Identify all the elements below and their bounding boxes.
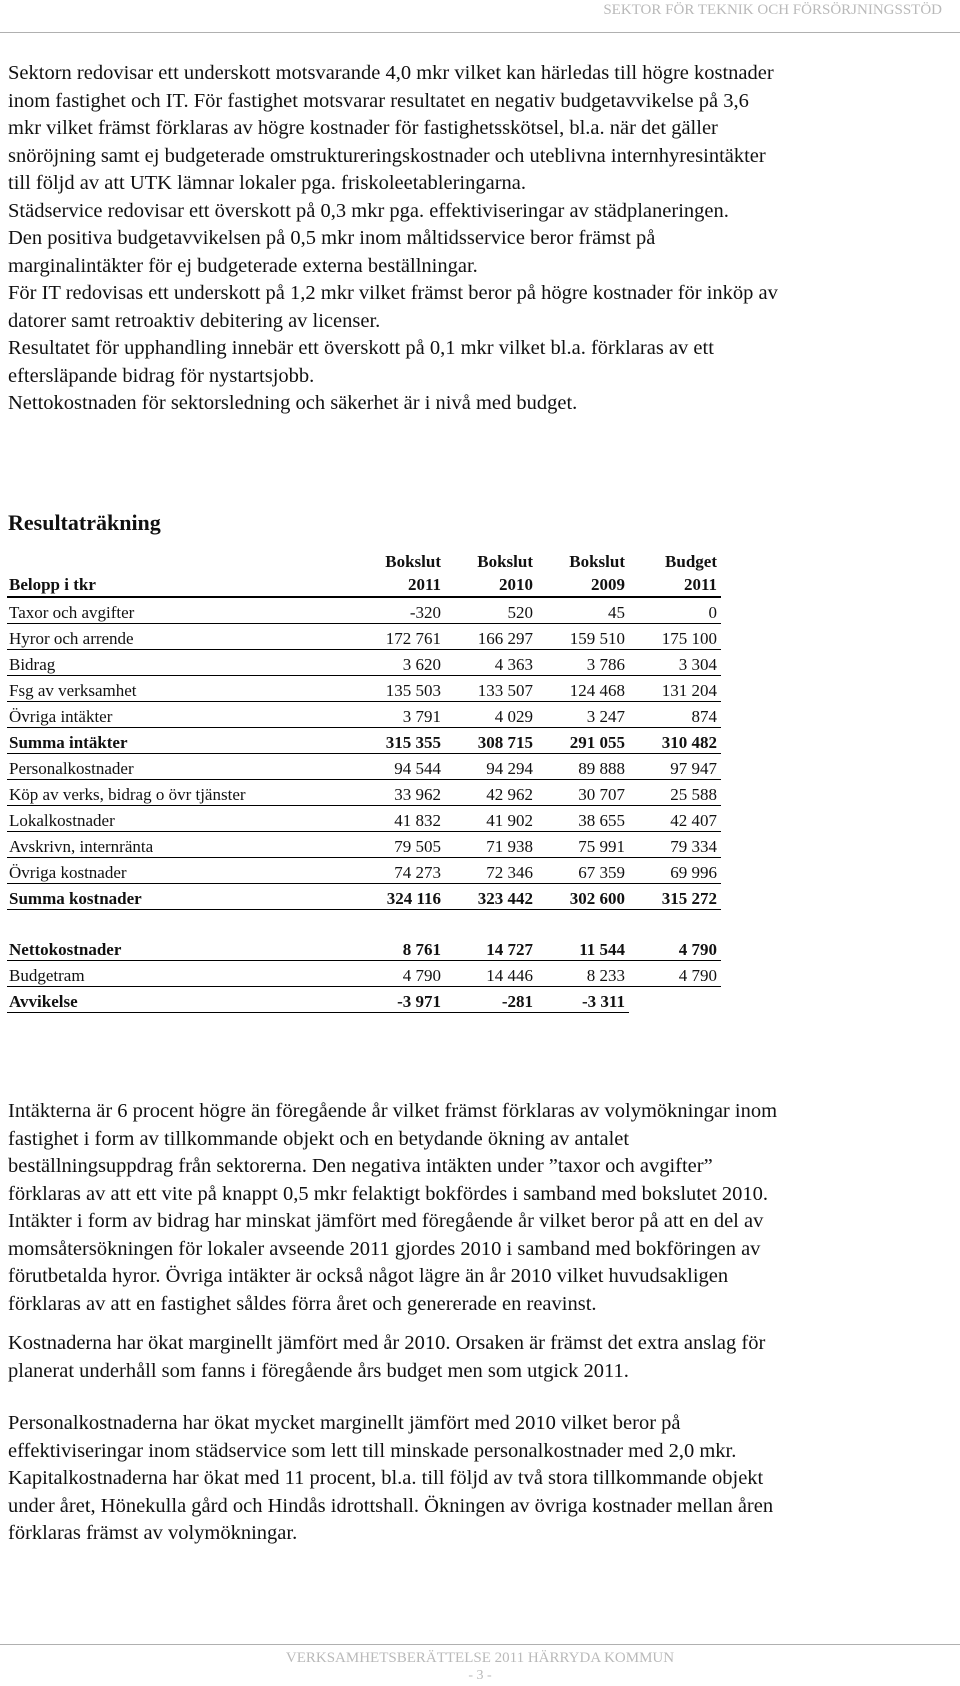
row-label: Summa kostnader [7, 884, 353, 910]
table-row [7, 754, 721, 780]
text-line: Intäkterna är 6 procent högre än föregående år vilket främst förklaras av volymökningar inom [8, 1100, 778, 1122]
table-row [7, 624, 721, 650]
header-col-1: Bokslut 2011 [353, 550, 445, 597]
text-line: förutbetalda hyror. Övriga intäkter är också något lägre än år 2010 vilket huvudsakligen [8, 1265, 729, 1287]
row-value: 315 355 [353, 728, 445, 754]
row-value: 14 727 [445, 935, 537, 961]
table-row [7, 728, 721, 754]
row-value: 159 510 [537, 624, 629, 650]
row-value: 0 [629, 597, 721, 624]
row-value: -3 311 [537, 987, 629, 1013]
text-line: planerat underhåll som fanns i föregående års budget men som utgick 2011. [8, 1359, 629, 1382]
row-value: 291 055 [537, 728, 629, 754]
row-value: 135 503 [353, 676, 445, 702]
header-label: Belopp i tkr [7, 550, 353, 597]
row-label: Fsg av verksamhet [7, 676, 353, 702]
row-value: 4 790 [629, 961, 721, 987]
row-value: 94 294 [445, 754, 537, 780]
row-value: 8 233 [537, 961, 629, 987]
row-value: 38 655 [537, 806, 629, 832]
text-line: förklaras av att ett vite på knappt 0,5 mkr felaktigt bokfördes i samband med bokslutet 2010. [8, 1182, 769, 1205]
row-value: 323 442 [445, 884, 537, 910]
row-value: -320 [353, 597, 445, 624]
row-label: Övriga kostnader [7, 858, 353, 884]
table-row [7, 961, 721, 987]
table-row [7, 676, 721, 702]
row-label: Nettokostnader [7, 935, 353, 961]
section-title: Resultaträkning [8, 510, 161, 535]
footer-text: VERKSAMHETSBERÄTTELSE 2011 HÄRRYDA KOMMUN [285, 1650, 675, 1666]
table-row [7, 702, 721, 728]
analysis-paragraph-income [8, 1098, 956, 1318]
table-row [7, 987, 721, 1013]
row-value: 41 902 [445, 806, 537, 832]
row-value: 69 996 [629, 858, 721, 884]
text-line: effektiviseringar inom städservice som lett till minskade personalkostnader med 2,0 mkr. [8, 1439, 737, 1462]
text-line: förklaras av att en fastighet såldes förra året och genererade en reavinst. [8, 1292, 597, 1315]
table-row [7, 832, 721, 858]
text-line: Städservice redovisar ett överskott på 0,3 mkr pga. effektiviseringar av städplaneringen. [8, 199, 729, 222]
row-label: Bidrag [7, 650, 353, 676]
header-col-4: Budget 2011 [629, 550, 721, 597]
row-value: 175 100 [629, 624, 721, 650]
table-row [7, 806, 721, 832]
row-value: 67 359 [537, 858, 629, 884]
table-spacer-row [7, 910, 721, 936]
row-label: Summa intäkter [7, 728, 353, 754]
header-divider [0, 32, 960, 33]
text-line: mkr vilket främst förklaras av högre kostnader för fastighetsskötsel, bl.a. när det gäller [8, 117, 718, 139]
row-value: 310 482 [629, 728, 721, 754]
row-value: 41 832 [353, 806, 445, 832]
text-line: Intäkter i form av bidrag har minskat jämfört med föregående år vilket beror på att en del av [8, 1210, 764, 1232]
text-line: Resultatet för upphandling innebär ett överskott på 0,1 mkr vilket bl.a. förklaras av ett [8, 337, 714, 359]
text-line: Sektorn redovisar ett underskott motsvarande 4,0 mkr vilket kan härledas till högre kostnader [8, 62, 774, 84]
table-row [7, 935, 721, 961]
text-line: För IT redovisas ett underskott på 1,2 mkr vilket främst beror på högre kostnader för inköp av [8, 282, 778, 304]
text-line: Kapitalkostnaderna har ökat med 11 procent, bl.a. till följd av två stora tillkommande objekt [8, 1467, 764, 1489]
header-text: SEKTOR FÖR TEKNIK OCH FÖRSÖRJNINGSSTÖD [603, 2, 942, 18]
row-value: 79 505 [353, 832, 445, 858]
row-value [629, 987, 721, 1013]
row-value: 3 620 [353, 650, 445, 676]
row-label: Personalkostnader [7, 754, 353, 780]
row-value: 71 938 [445, 832, 537, 858]
intro-paragraph [8, 60, 956, 418]
footer-divider [0, 1644, 960, 1645]
row-value: 4 363 [445, 650, 537, 676]
row-value: 11 544 [537, 935, 629, 961]
table-row [7, 858, 721, 884]
row-value: 874 [629, 702, 721, 728]
row-value: 4 790 [629, 935, 721, 961]
table-row [7, 884, 721, 910]
row-value: 324 116 [353, 884, 445, 910]
row-value: 4 790 [353, 961, 445, 987]
text-line: eftersläpande bidrag för nystartsjobb. [8, 364, 315, 387]
row-label: Hyror och arrende [7, 624, 353, 650]
text-line: till följd av att UTK lämnar lokaler pga. friskoleetableringarna. [8, 172, 527, 194]
text-line: datorer samt retroaktiv debitering av licenser. [8, 309, 381, 332]
row-value: -3 971 [353, 987, 445, 1013]
row-value: 14 446 [445, 961, 537, 987]
table-row [7, 650, 721, 676]
row-value: 30 707 [537, 780, 629, 806]
header-col-3: Bokslut 2009 [537, 550, 629, 597]
analysis-paragraph-costs [8, 1330, 956, 1385]
analysis-paragraph-personnel [8, 1410, 956, 1548]
row-value: 45 [537, 597, 629, 624]
text-line: marginalintäkter för ej budgeterade externa beställningar. [8, 254, 478, 277]
row-value: -281 [445, 987, 537, 1013]
row-value: 302 600 [537, 884, 629, 910]
text-line: inom fastighet och IT. För fastighet motsvarar resultatet en negativ budgetavvikelse på 3,6 [8, 89, 749, 112]
row-value: 42 962 [445, 780, 537, 806]
row-value: 25 588 [629, 780, 721, 806]
row-value: 124 468 [537, 676, 629, 702]
row-value: 520 [445, 597, 537, 624]
table-row [7, 780, 721, 806]
text-line: momsåtersökningen för lokaler avseende 2011 gjordes 2010 i samband med bokföringen av [8, 1237, 761, 1260]
table-row [7, 597, 721, 624]
page-number: - 3 - [468, 1668, 492, 1683]
row-value: 172 761 [353, 624, 445, 650]
text-line: snöröjning samt ej budgeterade omstruktureringskostnader och uteblivna internhyresintäkter [8, 144, 766, 167]
row-value: 72 346 [445, 858, 537, 884]
row-label: Budgetram [7, 961, 353, 987]
row-value: 3 786 [537, 650, 629, 676]
row-value: 97 947 [629, 754, 721, 780]
row-value: 166 297 [445, 624, 537, 650]
row-value: 131 204 [629, 676, 721, 702]
row-label: Avvikelse [7, 987, 353, 1013]
text-line: förklaras främst av volymökningar. [8, 1522, 298, 1544]
row-value: 8 761 [353, 935, 445, 961]
row-value: 3 304 [629, 650, 721, 676]
text-line: under året, Hönekulla gård och Hindås idrottshall. Ökningen av övriga kostnader mellan åren [8, 1494, 774, 1517]
text-line: Kostnaderna har ökat marginellt jämfört med år 2010. Orsaken är främst det extra anslag för [8, 1332, 766, 1354]
text-line: Personalkostnaderna har ökat mycket marginellt jämfört med 2010 vilket beror på [8, 1412, 681, 1434]
income-statement-table [7, 550, 721, 1013]
row-value: 33 962 [353, 780, 445, 806]
table-header-row [7, 550, 721, 597]
row-value: 4 029 [445, 702, 537, 728]
row-value: 94 544 [353, 754, 445, 780]
row-label: Lokalkostnader [7, 806, 353, 832]
row-value: 315 272 [629, 884, 721, 910]
row-value: 3 247 [537, 702, 629, 728]
row-value: 42 407 [629, 806, 721, 832]
row-value: 133 507 [445, 676, 537, 702]
row-value: 79 334 [629, 832, 721, 858]
page-header [0, 0, 960, 40]
header-col-2: Bokslut 2010 [445, 550, 537, 597]
row-value: 75 991 [537, 832, 629, 858]
row-label: Avskrivn, internränta [7, 832, 353, 858]
text-line: fastighet i form av tillkommande objekt och en betydande ökning av antalet [8, 1127, 630, 1150]
row-label: Köp av verks, bidrag o övr tjänster [7, 780, 353, 806]
row-label: Taxor och avgifter [7, 597, 353, 624]
text-line: Den positiva budgetavvikelsen på 0,5 mkr inom måltidsservice beror främst på [8, 227, 656, 249]
row-value: 74 273 [353, 858, 445, 884]
row-value: 89 888 [537, 754, 629, 780]
text-line: Nettokostnaden för sektorsledning och säkerhet är i nivå med budget. [8, 392, 578, 414]
row-label: Övriga intäkter [7, 702, 353, 728]
row-value: 3 791 [353, 702, 445, 728]
row-value: 308 715 [445, 728, 537, 754]
text-line: beställningsuppdrag från sektorerna. Den negativa intäkten under ”taxor och avgifter” [8, 1155, 713, 1177]
